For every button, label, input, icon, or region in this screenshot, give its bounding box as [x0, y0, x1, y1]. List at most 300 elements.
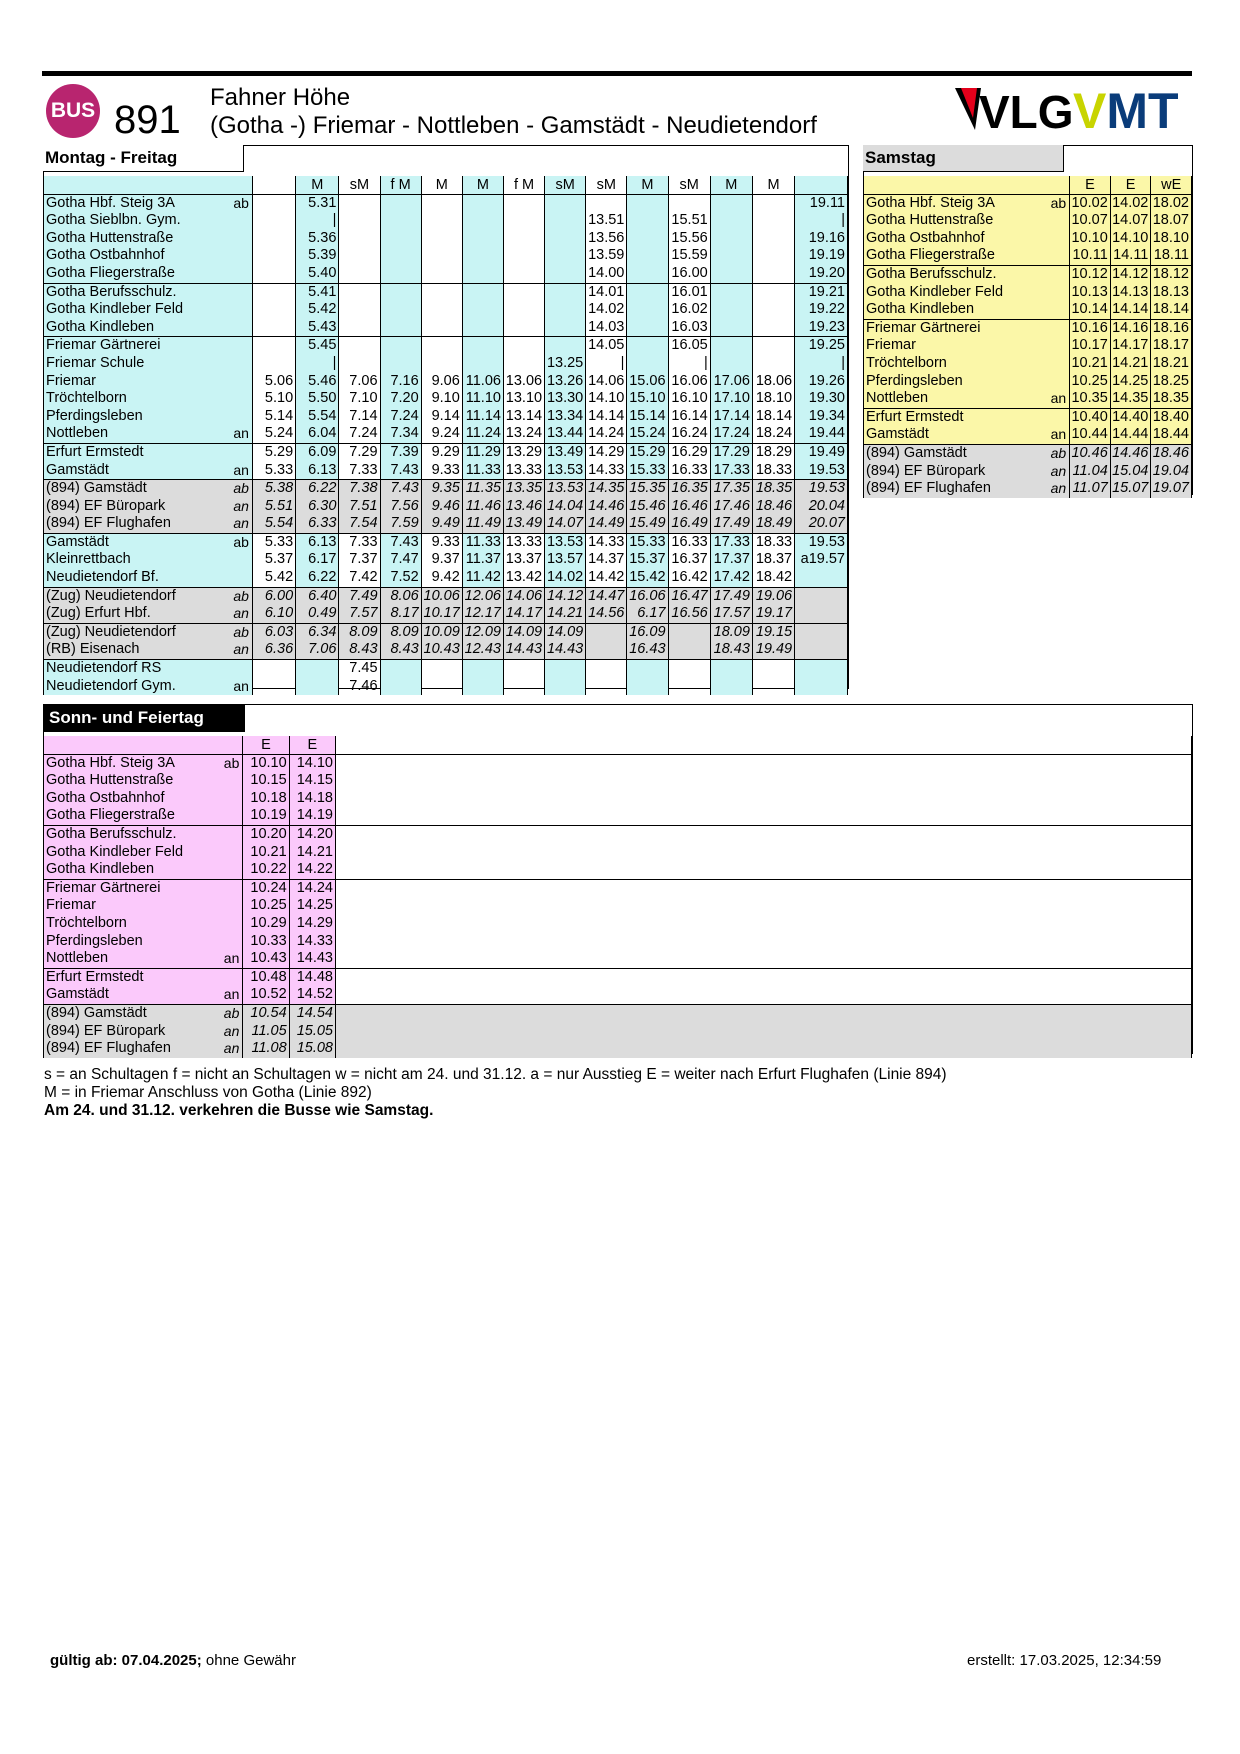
stop-row [44, 950, 1192, 968]
departure-time: 7.51 [339, 498, 380, 516]
departure-time [668, 623, 710, 641]
departure-time [421, 355, 462, 373]
stop-name: Gotha Kindleben [44, 319, 232, 337]
departure-time: 13.33 [503, 533, 544, 551]
departure-time [503, 660, 544, 678]
departure-time: 13.46 [503, 498, 544, 516]
departure-time [462, 319, 503, 337]
vmt-logo-text [1073, 84, 1179, 138]
departure-time: 16.02 [668, 301, 710, 319]
departure-time [380, 337, 421, 355]
departure-time: 15.33 [627, 462, 668, 480]
departure-time: 18.33 [752, 533, 794, 551]
departure-time [252, 319, 295, 337]
legend-line-3: Am 24. und 31.12. verkehren die Busse wie Samstag. [44, 1102, 434, 1119]
stop-row [44, 660, 848, 678]
departure-time [503, 301, 544, 319]
departure-time: 6.17 [627, 605, 668, 623]
departure-time [586, 641, 627, 659]
departure-time: 16.06 [627, 587, 668, 605]
arr-dep-flag [1049, 301, 1070, 319]
departure-time: 6.17 [296, 551, 339, 569]
departure-time: 10.25 [1070, 373, 1111, 391]
departure-time [752, 301, 794, 319]
departure-time: 10.20 [243, 825, 289, 843]
departure-time [545, 212, 586, 230]
departure-time: 10.54 [243, 1004, 289, 1022]
empty-cell [335, 825, 1191, 843]
stop-name: Gotha Huttenstraße [864, 212, 1049, 230]
departure-time: 7.57 [339, 605, 380, 623]
departure-time: 5.39 [296, 247, 339, 265]
departure-time: 7.33 [339, 533, 380, 551]
departure-time: 7.16 [380, 373, 421, 391]
trip-header: M [627, 176, 668, 194]
stop-row [44, 1040, 1192, 1058]
departure-time: 16.14 [668, 408, 710, 426]
departure-time: 10.24 [243, 879, 289, 897]
departure-time: 18.12 [1151, 265, 1192, 283]
stop-name: (894) EF Büropark [44, 498, 232, 516]
departure-time [462, 212, 503, 230]
departure-time [380, 319, 421, 337]
departure-time: 6.36 [252, 641, 295, 659]
departure-time: 13.10 [503, 390, 544, 408]
departure-time: 11.33 [462, 533, 503, 551]
departure-time: 14.22 [289, 861, 335, 879]
departure-time [752, 265, 794, 283]
departure-time [252, 301, 295, 319]
departure-time: 5.14 [252, 408, 295, 426]
top-rule [42, 71, 1192, 76]
stop-row [44, 569, 848, 587]
departure-time: 14.24 [289, 879, 335, 897]
departure-time: 16.49 [668, 515, 710, 533]
arr-dep-flag: ab [231, 533, 252, 551]
stop-name: (894) EF Büropark [864, 463, 1049, 481]
departure-time: 15.33 [627, 533, 668, 551]
departure-time [339, 301, 380, 319]
departure-time: 10.10 [243, 754, 289, 772]
departure-time: 14.13 [1110, 284, 1151, 302]
departure-time [252, 660, 295, 678]
arr-dep-flag [223, 897, 243, 915]
departure-time [710, 301, 752, 319]
departure-time: 7.06 [339, 373, 380, 391]
departure-time: 5.42 [252, 569, 295, 587]
departure-time: 6.22 [296, 569, 339, 587]
departure-time [710, 247, 752, 265]
departure-time [710, 660, 752, 678]
departure-time: 18.24 [752, 425, 794, 443]
departure-time: 19.23 [795, 319, 848, 337]
stop-name: Gotha Fliegerstraße [44, 807, 223, 825]
header-spacer [223, 736, 243, 754]
departure-time: 18.35 [1151, 390, 1192, 408]
arr-dep-flag: ab [231, 587, 252, 605]
departure-time: 14.02 [1110, 194, 1151, 212]
departure-time: 5.33 [252, 533, 295, 551]
departure-time [710, 319, 752, 337]
stop-row [44, 915, 1192, 933]
stop-name: Friemar Schule [44, 355, 232, 373]
departure-time [421, 265, 462, 283]
departure-time: 8.17 [380, 605, 421, 623]
departure-time: 17.49 [710, 587, 752, 605]
departure-time [710, 230, 752, 248]
departure-time [252, 265, 295, 283]
departure-time: 18.07 [1151, 212, 1192, 230]
departure-time: 10.17 [421, 605, 462, 623]
departure-time: 5.36 [296, 230, 339, 248]
arr-dep-flag: an [231, 498, 252, 516]
departure-time: 14.37 [586, 551, 627, 569]
stop-row [864, 194, 1192, 212]
stop-row [44, 373, 848, 391]
stop-name: Gamstädt [44, 462, 232, 480]
stop-name: Erfurt Ermstedt [44, 443, 232, 461]
departure-time: 20.07 [795, 515, 848, 533]
departure-time [710, 283, 752, 301]
departure-time: 16.00 [668, 265, 710, 283]
departure-time: 13.49 [545, 443, 586, 461]
empty-cell [335, 915, 1191, 933]
departure-time: 6.40 [296, 587, 339, 605]
departure-time: 10.06 [421, 587, 462, 605]
arr-dep-flag [223, 807, 243, 825]
departure-time: 7.56 [380, 498, 421, 516]
stop-name: Gotha Fliegerstraße [864, 247, 1049, 265]
departure-time [795, 623, 848, 641]
departure-time: 13.26 [545, 373, 586, 391]
departure-time: 14.21 [545, 605, 586, 623]
empty-cell [335, 968, 1191, 986]
stop-name: Gotha Hbf. Steig 3A [864, 194, 1049, 212]
departure-time: 7.38 [339, 480, 380, 498]
empty-cell [335, 897, 1191, 915]
stop-row [44, 443, 848, 461]
departure-time: 5.43 [296, 319, 339, 337]
departure-time [545, 283, 586, 301]
departure-time: 18.16 [1151, 319, 1192, 337]
departure-time: 19.19 [795, 247, 848, 265]
departure-time [503, 678, 544, 696]
empty-cell [335, 1004, 1191, 1022]
so-section-title: Sonn- und Feiertag [43, 704, 245, 732]
stop-row [864, 265, 1192, 283]
departure-time [380, 301, 421, 319]
stop-name: Friemar [864, 337, 1049, 355]
departure-time: 5.50 [296, 390, 339, 408]
departure-time: 15.24 [627, 425, 668, 443]
departure-time: 14.21 [289, 844, 335, 862]
departure-time: 18.14 [752, 408, 794, 426]
departure-time: 11.35 [462, 480, 503, 498]
stop-row [44, 515, 848, 533]
departure-time: 5.45 [296, 337, 339, 355]
departure-time: 13.33 [503, 462, 544, 480]
sa-timetable [863, 176, 1192, 498]
departure-time: 13.56 [586, 230, 627, 248]
departure-time: 14.46 [1110, 444, 1151, 462]
departure-time: 7.33 [339, 462, 380, 480]
departure-time: 5.54 [296, 408, 339, 426]
empty-cell [335, 933, 1191, 951]
departure-time [586, 623, 627, 641]
stop-name: (Zug) Neudietendorf [44, 623, 232, 641]
departure-time: 6.34 [296, 623, 339, 641]
departure-time [710, 194, 752, 212]
departure-time: 18.02 [1151, 194, 1192, 212]
trip-header: sM [339, 176, 380, 194]
departure-time: 6.10 [252, 605, 295, 623]
trip-header: sM [545, 176, 586, 194]
departure-time [252, 678, 295, 696]
stop-name: Nottleben [864, 390, 1049, 408]
departure-time: 7.14 [339, 408, 380, 426]
stop-name: (894) EF Büropark [44, 1023, 223, 1041]
arr-dep-flag: an [231, 641, 252, 659]
arr-dep-flag [1049, 247, 1070, 265]
departure-time: 14.00 [586, 265, 627, 283]
departure-time: 10.52 [243, 986, 289, 1004]
departure-time [752, 355, 794, 373]
arr-dep-flag: an [231, 462, 252, 480]
legend-notes [44, 1066, 947, 1120]
departure-time: 14.01 [586, 283, 627, 301]
stop-name: (894) EF Flughafen [44, 1040, 223, 1058]
arr-dep-flag: ab [223, 754, 243, 772]
departure-time: | [296, 355, 339, 373]
departure-time [627, 337, 668, 355]
departure-time [668, 194, 710, 212]
header-row [44, 736, 1192, 754]
departure-time: 14.25 [1110, 373, 1151, 391]
departure-time [296, 660, 339, 678]
departure-time [545, 230, 586, 248]
route-subtitle: (Gotha -) Friemar - Nottleben - Gamstädt - Neudietendorf [210, 112, 817, 139]
departure-time: 13.14 [503, 408, 544, 426]
trip-header: M [462, 176, 503, 194]
departure-time: 16.43 [627, 641, 668, 659]
empty-cell [335, 754, 1191, 772]
stop-row [864, 355, 1192, 373]
stop-row [44, 641, 848, 659]
departure-time: 13.51 [586, 212, 627, 230]
stop-name: Gotha Huttenstraße [44, 230, 232, 248]
departure-time [462, 265, 503, 283]
departure-time: 14.43 [503, 641, 544, 659]
trip-header: E [1070, 176, 1111, 194]
arr-dep-flag [223, 879, 243, 897]
departure-time [795, 678, 848, 696]
departure-time [752, 212, 794, 230]
departure-time [252, 194, 295, 212]
departure-time [421, 230, 462, 248]
stop-name: Tröchtelborn [44, 915, 223, 933]
departure-time [380, 265, 421, 283]
departure-time: 8.09 [339, 623, 380, 641]
stop-row [44, 772, 1192, 790]
empty-cell [335, 861, 1191, 879]
departure-time: 14.11 [1110, 247, 1151, 265]
arr-dep-flag: ab [223, 1004, 243, 1022]
stop-name: Kleinrettbach [44, 551, 232, 569]
stop-row [44, 861, 1192, 879]
vlg-vmt-logo [955, 84, 1187, 138]
stop-name: Gotha Kindleber Feld [864, 284, 1049, 302]
departure-time: 16.42 [668, 569, 710, 587]
departure-time: 7.24 [380, 408, 421, 426]
arr-dep-flag [231, 355, 252, 373]
trip-header: E [289, 736, 335, 754]
departure-time: 14.02 [545, 569, 586, 587]
departure-time: 19.26 [795, 373, 848, 391]
departure-time: 18.37 [752, 551, 794, 569]
trip-header: M [752, 176, 794, 194]
departure-time: 18.21 [1151, 355, 1192, 373]
arr-dep-flag: an [223, 950, 243, 968]
departure-time: 15.42 [627, 569, 668, 587]
departure-time: 10.19 [243, 807, 289, 825]
departure-time: 6.00 [252, 587, 295, 605]
stop-name: Gamstädt [44, 986, 223, 1004]
trip-header: f M [380, 176, 421, 194]
departure-time: 14.43 [545, 641, 586, 659]
trip-header [795, 176, 848, 194]
departure-time [710, 265, 752, 283]
departure-time: 14.16 [1110, 319, 1151, 337]
departure-time: 5.51 [252, 498, 295, 516]
stop-name: Gotha Kindleben [864, 301, 1049, 319]
departure-time: 19.11 [795, 194, 848, 212]
stop-name: Gotha Hbf. Steig 3A [44, 754, 223, 772]
departure-time: 14.20 [289, 825, 335, 843]
departure-time: 17.33 [710, 533, 752, 551]
empty-cell [335, 950, 1191, 968]
departure-time [380, 247, 421, 265]
departure-time: 6.33 [296, 515, 339, 533]
stop-row [44, 301, 848, 319]
departure-time: 15.49 [627, 515, 668, 533]
departure-time [462, 678, 503, 696]
trip-header: M [421, 176, 462, 194]
departure-time: 19.49 [752, 641, 794, 659]
departure-time: 10.21 [243, 844, 289, 862]
departure-time: 15.06 [627, 373, 668, 391]
departure-time: 14.18 [289, 790, 335, 808]
stop-row [44, 844, 1192, 862]
departure-time: 16.05 [668, 337, 710, 355]
departure-time: 15.14 [627, 408, 668, 426]
departure-time [795, 660, 848, 678]
departure-time: 6.13 [296, 533, 339, 551]
departure-time: 18.14 [1151, 301, 1192, 319]
departure-time: 20.04 [795, 498, 848, 516]
departure-time [752, 247, 794, 265]
departure-time [462, 660, 503, 678]
departure-time: 13.24 [503, 425, 544, 443]
departure-time: 14.19 [289, 807, 335, 825]
departure-time: 14.46 [586, 498, 627, 516]
departure-time: 14.07 [1110, 212, 1151, 230]
empty-cell [335, 844, 1191, 862]
departure-time: 18.11 [1151, 247, 1192, 265]
stop-row [44, 825, 1192, 843]
trip-header: E [1110, 176, 1151, 194]
arr-dep-flag [223, 915, 243, 933]
departure-time: 14.10 [1110, 230, 1151, 248]
departure-time: 14.02 [586, 301, 627, 319]
departure-time: 11.08 [243, 1040, 289, 1058]
departure-time: 13.53 [545, 462, 586, 480]
departure-time: 7.45 [339, 660, 380, 678]
trip-header: sM [586, 176, 627, 194]
departure-time [503, 194, 544, 212]
departure-time [462, 301, 503, 319]
departure-time [586, 678, 627, 696]
arr-dep-flag [231, 230, 252, 248]
mf-section-title: Montag - Freitag [43, 145, 244, 172]
departure-time: 10.33 [243, 933, 289, 951]
empty-cell [335, 986, 1191, 1004]
departure-time: 10.43 [243, 950, 289, 968]
departure-time: 7.34 [380, 425, 421, 443]
departure-time: 17.57 [710, 605, 752, 623]
departure-time: 13.53 [545, 533, 586, 551]
departure-time: 5.10 [252, 390, 295, 408]
departure-time: 15.07 [1110, 480, 1151, 498]
stop-name: Gotha Berufsschulz. [864, 265, 1049, 283]
departure-time: 14.48 [289, 968, 335, 986]
departure-time: 10.29 [243, 915, 289, 933]
arr-dep-flag [223, 968, 243, 986]
departure-time: 17.49 [710, 515, 752, 533]
departure-time: 16.46 [668, 498, 710, 516]
departure-time: 14.52 [289, 986, 335, 1004]
departure-time: 15.29 [627, 443, 668, 461]
stop-row [44, 933, 1192, 951]
arr-dep-flag [1049, 355, 1070, 373]
footer-created: erstellt: 17.03.2025, 12:34:59 [967, 1652, 1162, 1669]
departure-time: 19.44 [795, 425, 848, 443]
departure-time: 14.49 [586, 515, 627, 533]
departure-time: 19.20 [795, 265, 848, 283]
departure-time: 13.25 [545, 355, 586, 373]
departure-time: 17.14 [710, 408, 752, 426]
departure-time: 6.09 [296, 443, 339, 461]
empty-cell [335, 790, 1191, 808]
departure-time: 7.24 [339, 425, 380, 443]
departure-time [752, 283, 794, 301]
empty-cell [335, 807, 1191, 825]
stop-name: Erfurt Ermstedt [864, 408, 1049, 426]
departure-time: 18.46 [1151, 444, 1192, 462]
departure-time: 8.43 [380, 641, 421, 659]
departure-time: 7.52 [380, 569, 421, 587]
departure-time [503, 247, 544, 265]
departure-time: 11.49 [462, 515, 503, 533]
arr-dep-flag [231, 551, 252, 569]
departure-time: 17.10 [710, 390, 752, 408]
stop-row [44, 968, 1192, 986]
stop-row [864, 284, 1192, 302]
departure-time: 19.25 [795, 337, 848, 355]
arr-dep-flag [231, 408, 252, 426]
departure-time: 15.46 [627, 498, 668, 516]
arr-dep-flag: ab [1049, 194, 1070, 212]
departure-time [421, 283, 462, 301]
